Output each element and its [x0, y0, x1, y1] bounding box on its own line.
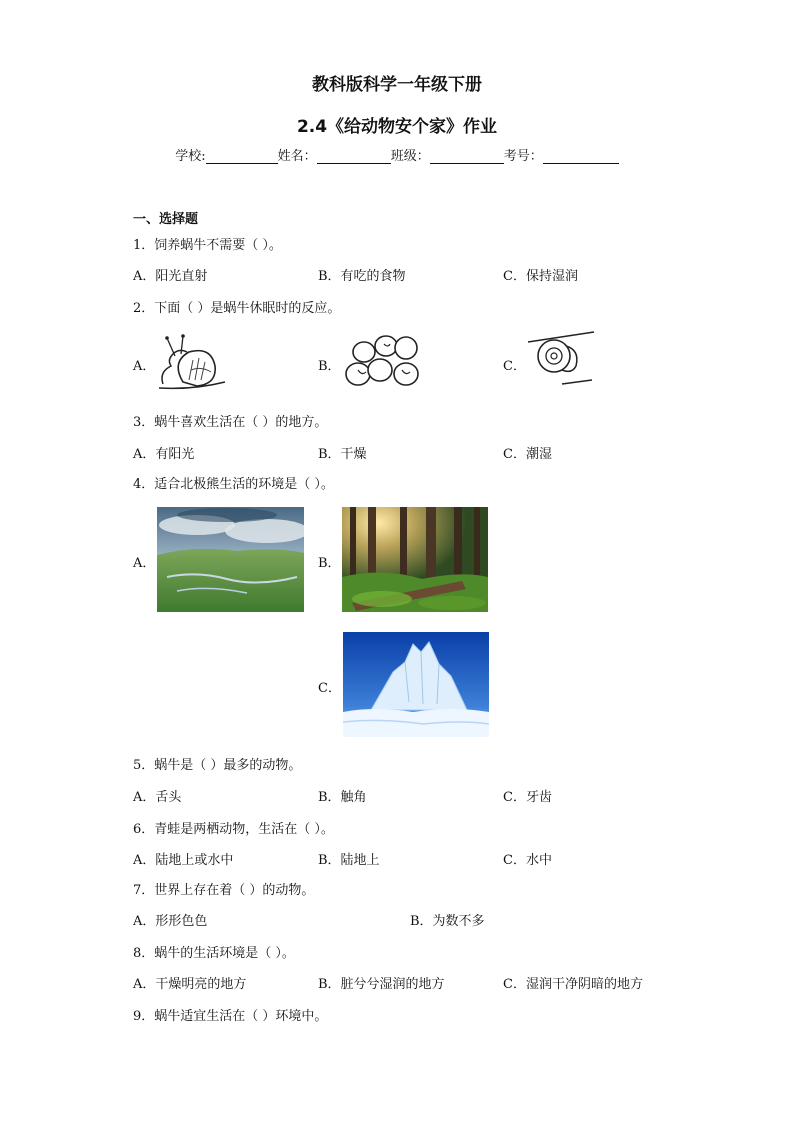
q1-option-b[interactable]: B．有吃的食物: [318, 269, 406, 284]
q8-option-b[interactable]: B．脏兮兮湿润的地方: [318, 977, 445, 992]
q7-option-a[interactable]: A．形形色色: [133, 914, 208, 929]
q3-option-b[interactable]: B．干燥: [318, 447, 367, 462]
question-8-stem: 8．蜗牛的生活环境是（ ）。: [133, 946, 295, 961]
q8-option-c[interactable]: C．湿润干净阴暗的地方: [503, 977, 643, 992]
question-1-stem: 1．饲养蜗牛不需要（ ）。: [133, 238, 282, 253]
q2-option-b[interactable]: B．: [318, 359, 341, 374]
q8-option-a[interactable]: A．干燥明亮的地方: [133, 977, 247, 992]
q1-option-c[interactable]: C．保持湿润: [503, 269, 578, 284]
question-9-stem: 9．蜗牛适宜生活在（ ）环境中。: [133, 1009, 328, 1024]
field-class-label: 班级：: [390, 149, 430, 164]
student-info-line: [0, 145, 794, 164]
name-blank[interactable]: [317, 149, 391, 164]
field-exam-number-label: 考号：: [503, 149, 543, 164]
field-school-label: 学校:: [175, 149, 206, 164]
question-2-stem: 2．下面（ ）是蜗牛休眠时的反应。: [133, 301, 341, 316]
class-blank[interactable]: [430, 149, 504, 164]
question-6-stem: 6．青蛙是两栖动物，生活在（ ）。: [133, 822, 334, 837]
question-3-stem: 3．蜗牛喜欢生活在（ ）的地方。: [133, 415, 328, 430]
snail-eggs-image: [340, 330, 422, 392]
q2-option-c[interactable]: C．: [503, 359, 526, 374]
q6-option-c[interactable]: C．水中: [503, 853, 552, 868]
q6-option-a[interactable]: A．陆地上或水中: [133, 853, 234, 868]
field-name-label: 姓名：: [277, 149, 317, 164]
q5-option-a[interactable]: A．舌头: [133, 790, 182, 805]
forest-image: [342, 507, 488, 612]
q5-option-b[interactable]: B．触角: [318, 790, 367, 805]
question-7-stem: 7．世界上存在着（ ）的动物。: [133, 883, 315, 898]
page-subtitle: 2.4《给动物安个家》作业: [296, 117, 498, 137]
q4-option-b[interactable]: B．: [318, 556, 341, 571]
q4-option-a[interactable]: A．: [133, 556, 156, 571]
section-heading: 一、选择题: [133, 212, 199, 227]
q3-option-a[interactable]: A．有阳光: [133, 447, 195, 462]
page-title: 教科版科学一年级下册: [312, 75, 482, 95]
q4-option-c[interactable]: C．: [318, 681, 341, 696]
question-5-stem: 5．蜗牛是（ ）最多的动物。: [133, 758, 302, 773]
exam-number-blank[interactable]: [543, 149, 619, 164]
q7-option-b[interactable]: B．为数不多: [410, 914, 485, 929]
q5-option-c[interactable]: C．牙齿: [503, 790, 552, 805]
iceberg-image: [343, 632, 489, 737]
snail-hibernating-image: [526, 330, 596, 392]
q2-option-a[interactable]: A．: [133, 359, 156, 374]
snail-extended-image: [153, 332, 227, 392]
q6-option-b[interactable]: B．陆地上: [318, 853, 380, 868]
q1-option-a[interactable]: A．阳光直射: [133, 269, 208, 284]
q3-option-c[interactable]: C．潮湿: [503, 447, 552, 462]
grassland-image: [157, 507, 304, 612]
school-blank[interactable]: [206, 149, 278, 164]
question-4-stem: 4．适合北极熊生活的环境是（ ）。: [133, 477, 334, 492]
